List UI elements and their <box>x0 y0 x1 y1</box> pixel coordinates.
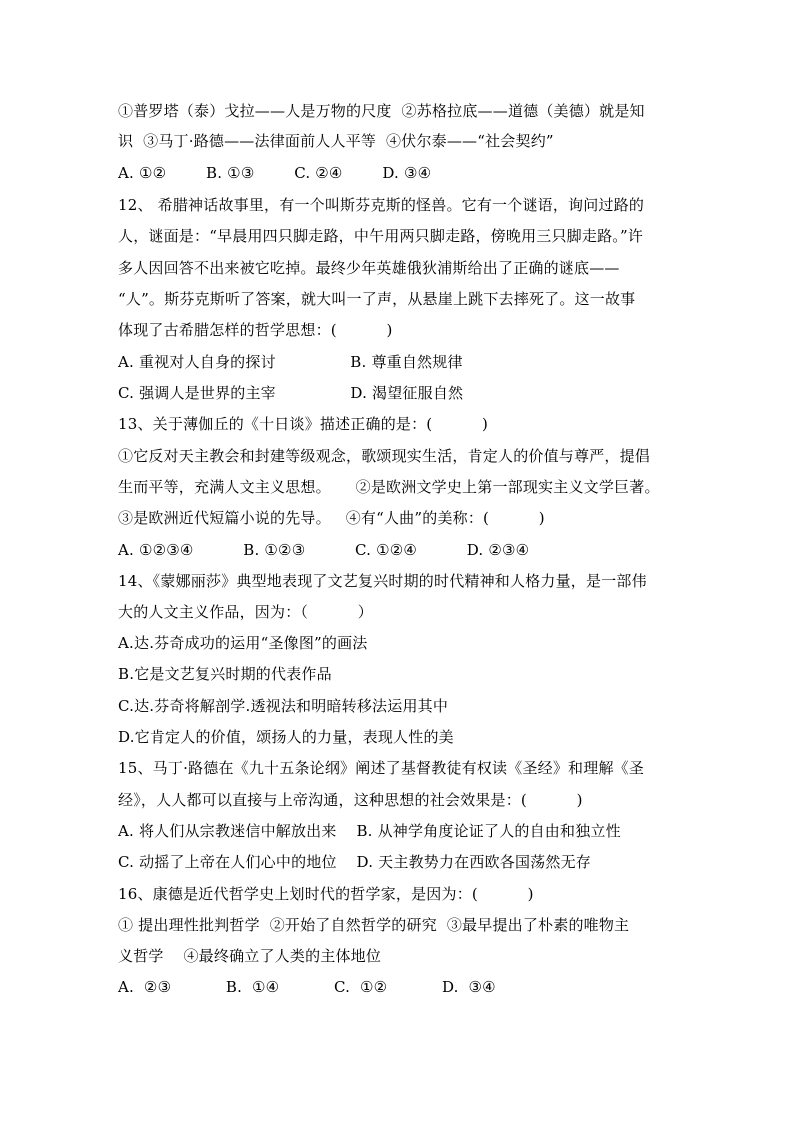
options-line: A. 重视对人自身的探讨 B. 尊重自然规律 <box>118 353 463 371</box>
text-line: “人”。斯芬克斯听了答案，就大叫一了声，从悬崖上跳下去摔死了。这一故事 <box>118 290 636 308</box>
option-b: B.它是文艺复兴时期的代表作品 <box>118 665 332 683</box>
text-line: 大的人文主义作品，因为：（ ） <box>118 603 373 621</box>
text-line: ①它反对天主教会和封建等级观念，歌颂现实生活，肯定人的价值与尊严，提倡 <box>118 447 651 465</box>
options-line: C. 强调人是世界的主宰 D. 渴望征服自然 <box>118 384 464 402</box>
text-line: 多人因回答不出来被它吃掉。最终少年英雄俄狄浦斯给出了正确的谜底—— <box>118 259 620 277</box>
text-line: ③是欧洲近代短篇小说的先导。 ④有“人曲”的美称：( ) <box>118 509 545 527</box>
text-line: 体现了古希腊怎样的哲学思想：( ) <box>118 321 393 339</box>
question-15: 15、马丁·路德在《九十五条论纲》阐述了基督教徒有权读《圣经》和理解《圣 <box>118 759 645 777</box>
option-d: D.它肯定人的价值，颂扬人的力量，表现人性的美 <box>118 728 454 746</box>
text-line: ①普罗塔（泰）戈拉——人是万物的尺度 ②苏格拉底——道德（美德）就是知 <box>118 102 645 120</box>
options-line: A. ①② B. ①③ C. ②④ D. ③④ <box>118 164 432 182</box>
options-line: C. 动摇了上帝在人们心中的地位 D. 天主教势力在西欧各国荡然无存 <box>118 853 591 871</box>
text-line: ① 提出理性批判哲学 ②开始了自然哲学的研究 ③最早提出了朴素的唯物主 <box>118 916 630 934</box>
text-line: 义哲学 ④最终确立了人类的主体地位 <box>118 947 382 965</box>
options-line: A. ②③ B. ①④ C. ①② D. ③④ <box>118 978 496 996</box>
options-line: A. 将人们从宗教迷信中解放出来 B. 从神学角度论证了人的自由和独立性 <box>118 822 621 840</box>
question-16: 16、康德是近代哲学史上划时代的哲学家，是因为：( ) <box>118 885 534 903</box>
question-12: 12、 希腊神话故事里，有一个叫斯芬克斯的怪兽。它有一个谜语，询问过路的 <box>118 196 645 214</box>
text-line: 经》，人人都可以直接与上帝沟通，这种思想的社会效果是：( ) <box>118 791 583 809</box>
text-line: 生而平等，充满人文主义思想。 ②是欧洲文学史上第一部现实主义文学巨著。 <box>118 478 660 496</box>
option-a: A.达.芬奇成功的运用“圣像图”的画法 <box>118 634 368 652</box>
question-13: 13、关于薄伽丘的《十日谈》描述正确的是：( ) <box>118 415 489 433</box>
text-line: 识 ③马丁·路德——法律面前人人平等 ④伏尔泰——“社会契约” <box>118 132 554 150</box>
question-14: 14、《蒙娜丽莎》典型地表现了文艺复兴时期的时代精神和人格力量，是一部伟 <box>118 572 647 590</box>
options-line: A. ①②③④ B. ①②③ C. ①②④ D. ②③④ <box>118 541 530 559</box>
option-c: C.达.芬奇将解剖学.透视法和明暗转移法运用其中 <box>118 697 449 715</box>
text-line: 人，谜面是：“早晨用四只脚走路，中午用两只脚走路，傍晚用三只脚走路。”许 <box>118 227 644 245</box>
